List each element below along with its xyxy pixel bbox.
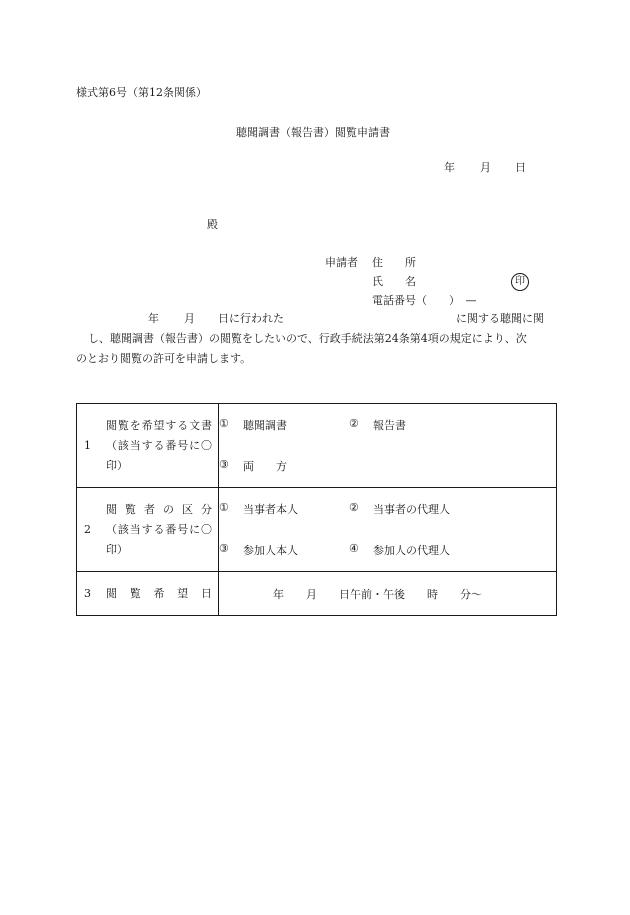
body-line3: のとおり閲覧の許可を申請します。 (76, 352, 252, 365)
option-mark: ④ (349, 542, 359, 555)
row-number: 3 (84, 587, 91, 600)
table-row-documents (77, 404, 557, 488)
form-number: 様式第6号（第12条関係） (76, 86, 207, 99)
option-party-self[interactable] (219, 501, 349, 517)
option-mark: ② (349, 501, 359, 514)
row3-value-cell (219, 572, 557, 616)
date-day: 日 (515, 161, 526, 174)
row2-label-line1: 閲覧者の区分 (106, 502, 212, 516)
row1-options-cell (219, 404, 557, 488)
row-number: 1 (84, 439, 91, 452)
address-label: 住 所 (372, 256, 416, 269)
option-text: 当事者の代理人 (373, 503, 450, 516)
option-mark: ③ (219, 542, 229, 555)
addressee-honorific: 殿 (207, 218, 218, 231)
row2-options-cell (219, 488, 557, 572)
option-text: 報告書 (373, 419, 406, 432)
row2-label-line2: （該当する番号に〇 (106, 522, 212, 536)
row1-label-line1: 閲覧を希望する文書 (106, 418, 212, 432)
viewing-date-field[interactable]: 年 月 日午前・午後 時 分〜 (273, 587, 482, 601)
seal-icon: 印 (511, 273, 529, 291)
option-mark: ① (219, 501, 229, 514)
name-label: 氏 名 (372, 275, 416, 288)
option-text: 参加人本人 (243, 544, 298, 557)
option-report[interactable] (349, 417, 479, 433)
row1-label-line3: 印） (106, 458, 128, 472)
request-table (76, 403, 557, 616)
seal-mark (511, 273, 529, 291)
body-line2: し、聴聞調書（報告書）の閲覧をしたいので、行政手続法第24条第4項の規定により、次 (88, 332, 527, 345)
option-mark: ③ (219, 458, 229, 471)
row3-label-cell (77, 572, 219, 616)
row1-label-line2: （該当する番号に〇 (106, 438, 212, 452)
applicant-label: 申請者 (325, 256, 358, 269)
row1-label-cell (77, 404, 219, 488)
option-text: 参加人の代理人 (373, 544, 450, 557)
row2-label-line3: 印） (106, 542, 128, 556)
date-year: 年 (444, 161, 455, 174)
body-line1-end: に関する聴聞に関 (456, 312, 544, 325)
option-party-agent[interactable] (349, 501, 479, 517)
option-mark: ② (349, 417, 359, 430)
option-text: 両 方 (243, 460, 287, 473)
row-number: 2 (84, 523, 91, 536)
body-year: 年 (148, 312, 159, 325)
option-text: 聴聞調書 (243, 419, 287, 432)
option-hearing-record[interactable] (219, 417, 349, 433)
body-day: 日に行われた (218, 312, 284, 325)
option-participant-self[interactable] (219, 542, 349, 558)
row3-label: 閲覧希望日 (106, 586, 212, 600)
document-title: 聴聞調書（報告書）閲覧申請書 (236, 126, 390, 139)
table-row-viewing-date (77, 572, 557, 616)
phone-label: 電話番号（ ） — (372, 294, 477, 307)
body-month: 月 (184, 312, 195, 325)
option-text: 当事者本人 (243, 503, 298, 516)
row2-label-cell (77, 488, 219, 572)
option-participant-agent[interactable] (349, 542, 479, 558)
option-mark: ① (219, 417, 229, 430)
date-month: 月 (480, 161, 491, 174)
table-row-viewer-category (77, 488, 557, 572)
option-both[interactable] (219, 458, 349, 474)
